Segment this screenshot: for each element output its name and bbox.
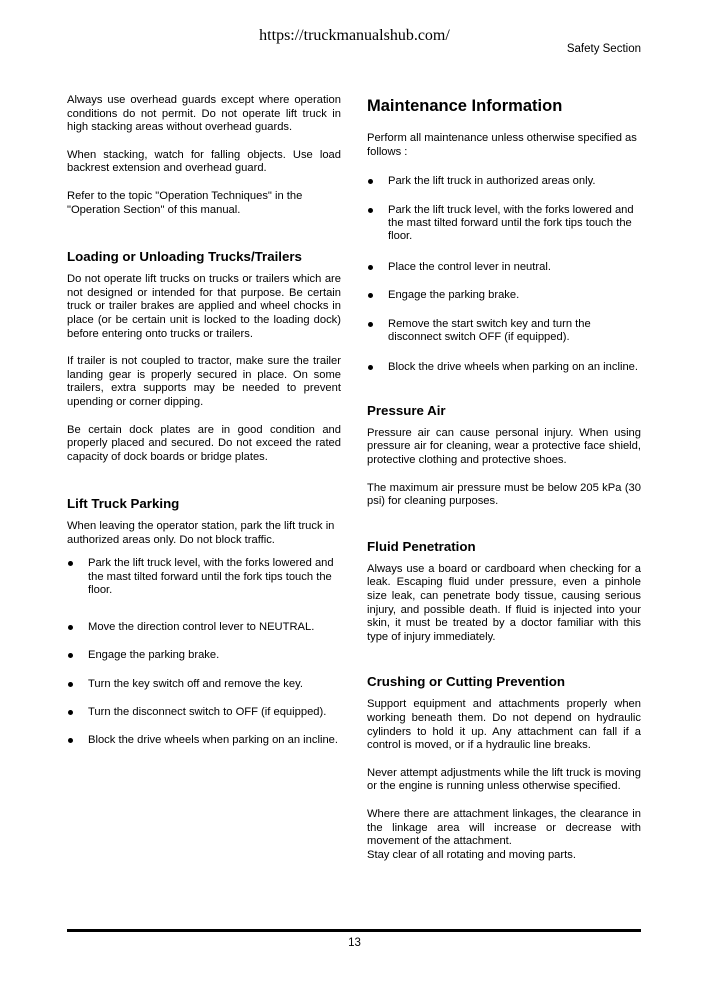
paragraph: When stacking, watch for falling objects. Use load backrest extension and overhead guard. <box>67 148 341 175</box>
paragraph-text: Stay clear of all rotating and moving parts. <box>367 848 576 861</box>
header-url: https://truckmanualshub.com/ <box>259 27 450 44</box>
list-item: Engage the parking brake. <box>67 649 341 662</box>
bullet-icon <box>68 738 73 743</box>
bullet-icon <box>68 682 73 687</box>
section-heading-parking: Lift Truck Parking <box>67 496 180 512</box>
paragraph: If trailer is not coupled to tractor, make sure the trailer landing gear is properly secured in place. On some trailers, extra supports may be needed to prevent upending or corner dipping. <box>67 355 341 408</box>
paragraph: Be certain dock plates are in good condition and properly placed and secured. Do not exceed the rated capacity of dock boards or bridge plates. <box>67 423 341 463</box>
list-item: Move the direction control lever to NEUTRAL. <box>67 621 341 634</box>
bullet-icon <box>368 265 373 270</box>
paragraph-text: Where there are attachment linkages, the clearance in the linkage area will increase or decrease with movement of the attachment. <box>367 807 641 848</box>
section-heading-crushing: Crushing or Cutting Prevention <box>367 674 565 690</box>
page-number: 13 <box>348 937 361 949</box>
section-heading-pressure: Pressure Air <box>367 402 446 418</box>
section-heading-maintenance: Maintenance Information <box>367 97 563 115</box>
list-item: Park the lift truck level, with the forks lowered and the mast tilted forward until the fork tips touch the floor. <box>67 557 341 597</box>
right-column <box>367 96 641 862</box>
list-item: Turn the disconnect switch to OFF (if equipped). <box>67 706 341 719</box>
maintenance-list <box>367 175 641 375</box>
bullet-icon <box>368 322 373 327</box>
paragraph: Never attempt adjustments while the lift truck is moving or the engine is running unless otherwise specified. <box>367 766 641 793</box>
list-item: Block the drive wheels when parking on an incline. <box>67 734 341 747</box>
list-item: Park the lift truck in authorized areas only. <box>367 175 641 188</box>
bullet-icon <box>68 561 73 566</box>
paragraph: When leaving the operator station, park the lift truck in authorized areas only. Do not block traffic. <box>67 520 335 546</box>
paragraph: Perform all maintenance unless otherwise specified as follows : <box>367 132 637 158</box>
bullet-icon <box>68 625 73 630</box>
bullet-icon <box>368 179 373 184</box>
list-item: Engage the parking brake. <box>367 289 641 302</box>
list-item: Remove the start switch key and turn the disconnect switch OFF (if equipped). <box>367 318 641 345</box>
left-column <box>67 94 341 763</box>
paragraph: Always use a board or cardboard when checking for a leak. Escaping fluid under pressure, even a pinhole size leak, can penetrate body tissue, causing serious injury, and possible death. If fluid is injected into your skin, it must be treated by a doctor familiar with this type of injury immediately. <box>367 562 641 643</box>
footer-divider <box>67 929 641 932</box>
paragraph: The maximum air pressure must be below 205 kPa (30 psi) for cleaning purposes. <box>367 481 641 508</box>
list-item: Block the drive wheels when parking on an incline. <box>367 361 641 374</box>
paragraph <box>367 808 641 862</box>
parking-list <box>67 557 341 747</box>
bullet-icon <box>368 208 373 213</box>
section-heading-loading: Loading or Unloading Trucks/Trailers <box>67 249 302 265</box>
bullet-icon <box>68 710 73 715</box>
list-item: Park the lift truck level, with the forks lowered and the mast tilted forward until the fork tips touch the floor. <box>367 204 641 244</box>
paragraph: Refer to the topic "Operation Techniques" in the "Operation Section" of this manual. <box>67 189 303 216</box>
list-item: Place the control lever in neutral. <box>367 261 641 274</box>
section-label: Safety Section <box>566 43 641 55</box>
bullet-icon <box>68 653 73 658</box>
bullet-icon <box>368 365 373 370</box>
bullet-icon <box>368 293 373 298</box>
paragraph: Do not operate lift trucks on trucks or trailers which are not designed or intended for that purpose. Be certain truck or trailer brakes are applied and wheel chocks in place (or be certain unit is locked to the loading dock) before entering onto trucks or trailers. <box>67 273 341 340</box>
section-heading-fluid: Fluid Penetration <box>367 538 476 554</box>
list-item: Turn the key switch off and remove the key. <box>67 678 341 691</box>
paragraph: Pressure air can cause personal injury. When using pressure air for cleaning, wear a protective face shield, protective clothing and protective shoes. <box>367 426 641 467</box>
paragraph: Always use overhead guards except where operation conditions do not permit. Do not operate lift truck in high stacking areas without overhead guards. <box>67 94 341 134</box>
paragraph: Support equipment and attachments properly when working beneath them. Do not depend on hydraulic cylinders to hold it up. Any attachment can fall if a control is moved, or if a hydraulic line breaks. <box>367 698 641 752</box>
